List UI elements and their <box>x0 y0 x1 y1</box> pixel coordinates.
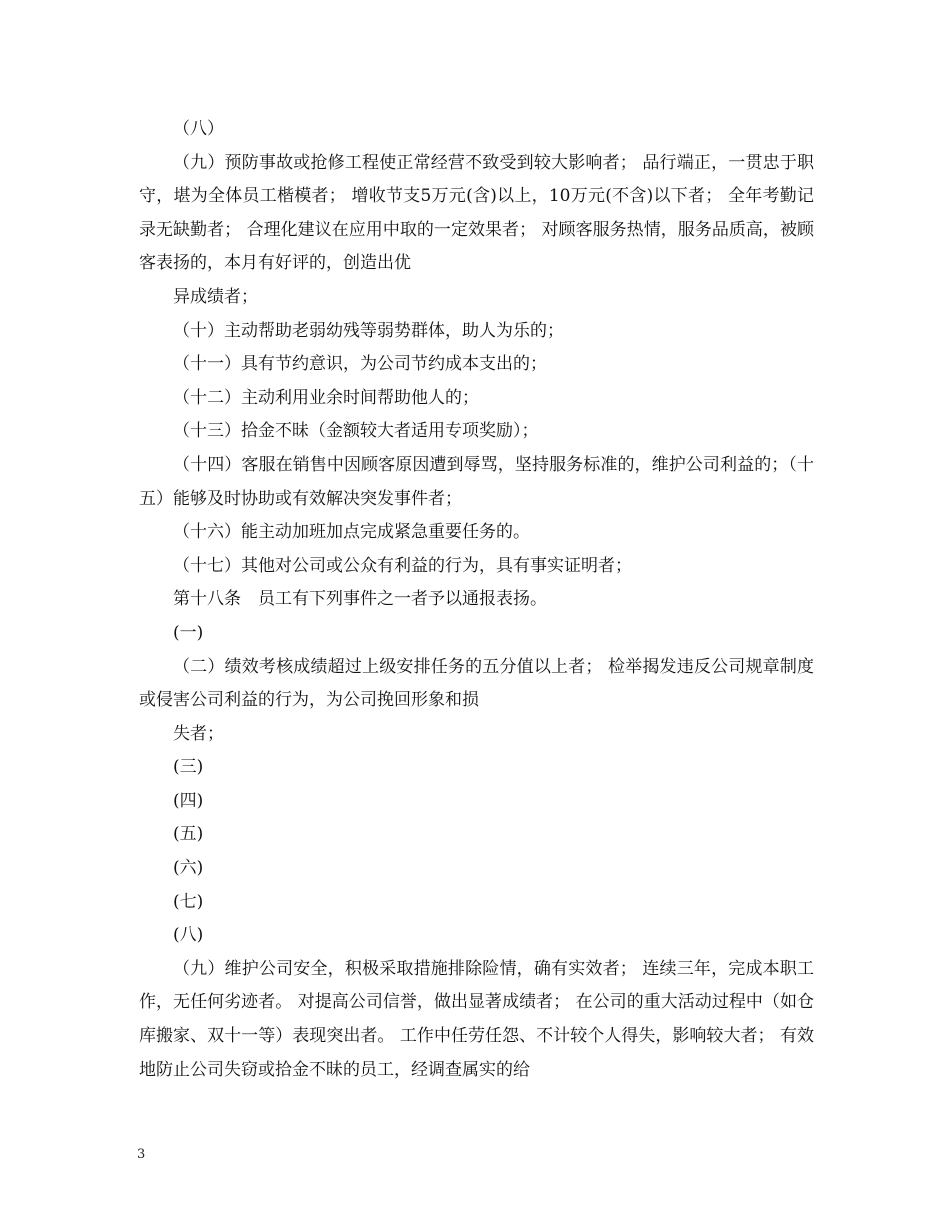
paragraph-3: 异成绩者； <box>173 286 258 307</box>
paragraph-8: （十四）客服在销售中因顾客原因遭到辱骂，坚持服务标准的，维护公司利益的；（十五）能够及时协助或有效解决突发事件者； <box>139 454 814 509</box>
paragraph-12: (一) <box>173 622 204 643</box>
paragraph-13: （二）绩效考核成绩超过上级安排任务的五分值以上者； 检举揭发违反公司规章制度或侵害公司利益的行为，为公司挽回形象和损 <box>139 656 814 711</box>
paragraph-2: （九）预防事故或抢修工程使正常经营不致受到较大影响者； 品行端正，一贯忠于职守，堪为全体员工楷模者； 增收节支5万元(含)以上，10万元(不含)以下者； 全年考勤记录无缺勤者； 合理化建议在应用中取的一定效果者； 对顾客服务热情，服务品质高，被顾客表扬的，本月有好评的，创造出优 <box>139 152 814 274</box>
paragraph-11: 第十八条 员工有下列事件之一者予以通报表扬。 <box>173 589 547 610</box>
paragraph-17: (五) <box>173 824 204 845</box>
paragraph-9: （十六）能主动加班加点完成紧急重要任务的。 <box>173 522 530 543</box>
paragraph-20: (八) <box>173 925 204 946</box>
page-number: 3 <box>137 1147 146 1162</box>
paragraph-4: （十）主动帮助老弱幼残等弱势群体，助人为乐的； <box>173 320 564 341</box>
paragraph-10: （十七）其他对公司或公众有利益的行为，具有事实证明者； <box>173 555 632 576</box>
paragraph-6: （十二）主动利用业余时间帮助他人的； <box>173 387 479 408</box>
paragraph-18: (六) <box>173 858 204 879</box>
document-body <box>139 113 814 1087</box>
paragraph-19: (七) <box>173 891 204 912</box>
paragraph-15: (三) <box>173 757 204 778</box>
paragraph-21: （九）维护公司安全，积极采取措施排除险情，确有实效者； 连续三年，完成本职工作，无任何劣迹者。 对提高公司信誉，做出显著成绩者； 在公司的重大活动过程中（如仓库搬家、双十一等）表现突出者。 工作中任劳任怨、不计较个人得失，影响较大者； 有效地防止公司失窃或拾金不昧的员工，经调查属实的给 <box>139 958 814 1080</box>
paragraph-14: 失者； <box>173 723 224 744</box>
paragraph-16: (四) <box>173 790 204 811</box>
paragraph-1: （八） <box>173 119 224 139</box>
paragraph-7: （十三）拾金不昧（金额较大者适用专项奖励）； <box>173 421 539 442</box>
paragraph-5: （十一）具有节约意识，为公司节约成本支出的； <box>173 354 547 375</box>
